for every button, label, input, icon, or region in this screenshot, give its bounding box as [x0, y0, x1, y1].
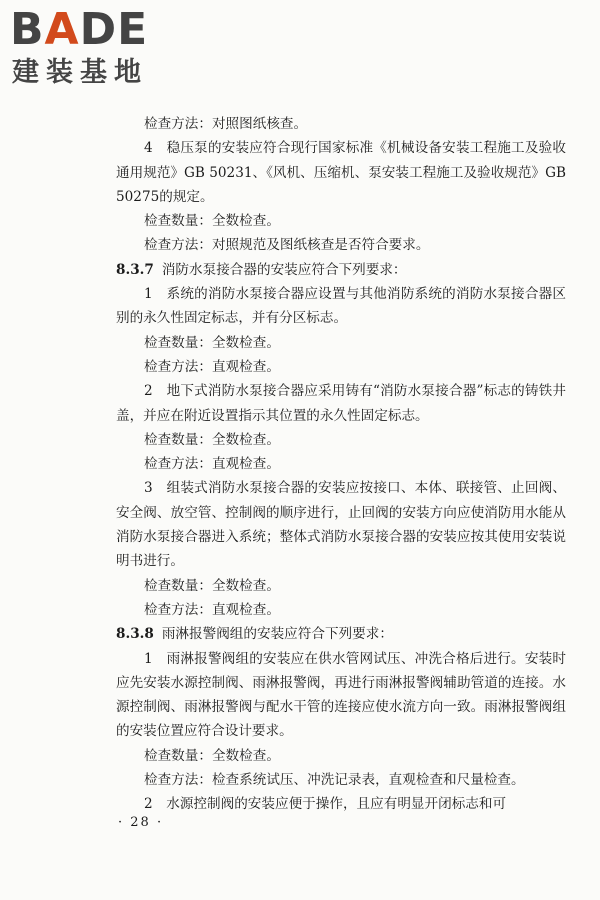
- body-paragraph: 检查方法：直观检查。: [144, 601, 280, 618]
- body-paragraph: 检查方法：直观检查。: [144, 358, 280, 375]
- logo-letter-b: B: [10, 4, 45, 55]
- body-paragraph: 检查方法：检查系统试压、冲洗记录表，直观检查和尺量检查。: [144, 772, 525, 789]
- body-paragraph: 检查方法：对照图纸核查。: [144, 116, 308, 132]
- bade-logo: [8, 4, 188, 96]
- clause-number: 8.3.7: [116, 261, 154, 278]
- clause-heading: [116, 622, 566, 646]
- clause-heading: [116, 258, 566, 282]
- page-number: · 28 ·: [118, 815, 164, 830]
- clause-number: 8.3.8: [116, 626, 154, 643]
- body-paragraph: 1 系统的消防水泵接合器应设置与其他消防系统的消防水泵接合器区别的永久性固定标志，并有分区标志。: [116, 286, 566, 327]
- body-paragraph: 4 稳压泵的安装应符合现行国家标准《机械设备安装工程施工及验收通用规范》GB 50231、《风机、压缩机、泵安装工程施工及验收规范》GB 50275的规定。: [116, 140, 566, 205]
- clause-text: 雨淋报警阀组的安装应符合下列要求：: [161, 626, 393, 643]
- body-paragraph: 检查数量：全数检查。: [144, 431, 280, 448]
- body-paragraph: 2 地下式消防水泵接合器应采用铸有“消防水泵接合器”标志的铸铁井盖，并应在附近设置指示其位置的永久性固定标志。: [116, 383, 566, 424]
- body-paragraph: 检查数量：全数检查。: [144, 334, 280, 351]
- body-paragraph: 检查数量：全数检查。: [144, 577, 280, 594]
- body-paragraph: 3 组装式消防水泵接合器的安装应按接口、本体、联接管、止回阀、安全阀、放空管、控制阀的顺序进行，止回阀的安装方向应使消防用水能从消防水泵接合器进入系统；整体式消防水泵接合器的安装应按其使用安装说明书进行。: [116, 480, 566, 570]
- body-paragraph: 2 水源控制阀的安装应便于操作，且应有明显开闭标志和可: [144, 796, 507, 813]
- logo-letters-de: DE: [79, 4, 149, 55]
- body-paragraph: 检查数量：全数检查。: [144, 213, 280, 230]
- logo-subtitle: 建装基地: [12, 57, 148, 88]
- clause-text: 消防水泵接合器的安装应符合下列要求：: [161, 261, 407, 278]
- body-paragraph: 1 雨淋报警阀组的安装应在供水管网试压、冲洗合格后进行。安装时应先安装水源控制阀、雨淋报警阀，再进行雨淋报警阀辅助管道的连接。水源控制阀、雨淋报警阀与配水干管的连接应使水流方向一致。雨淋报警阀组的安装位置应符合设计要求。: [116, 650, 566, 740]
- body-paragraph: 检查方法：对照规范及图纸核查是否符合要求。: [144, 237, 430, 254]
- body-paragraph: 检查数量：全数检查。: [144, 747, 280, 764]
- logo-letter-a: A: [44, 4, 80, 55]
- document-body: [116, 112, 566, 817]
- body-paragraph: 检查方法：直观检查。: [144, 456, 280, 473]
- logo-wordmark: [10, 4, 148, 56]
